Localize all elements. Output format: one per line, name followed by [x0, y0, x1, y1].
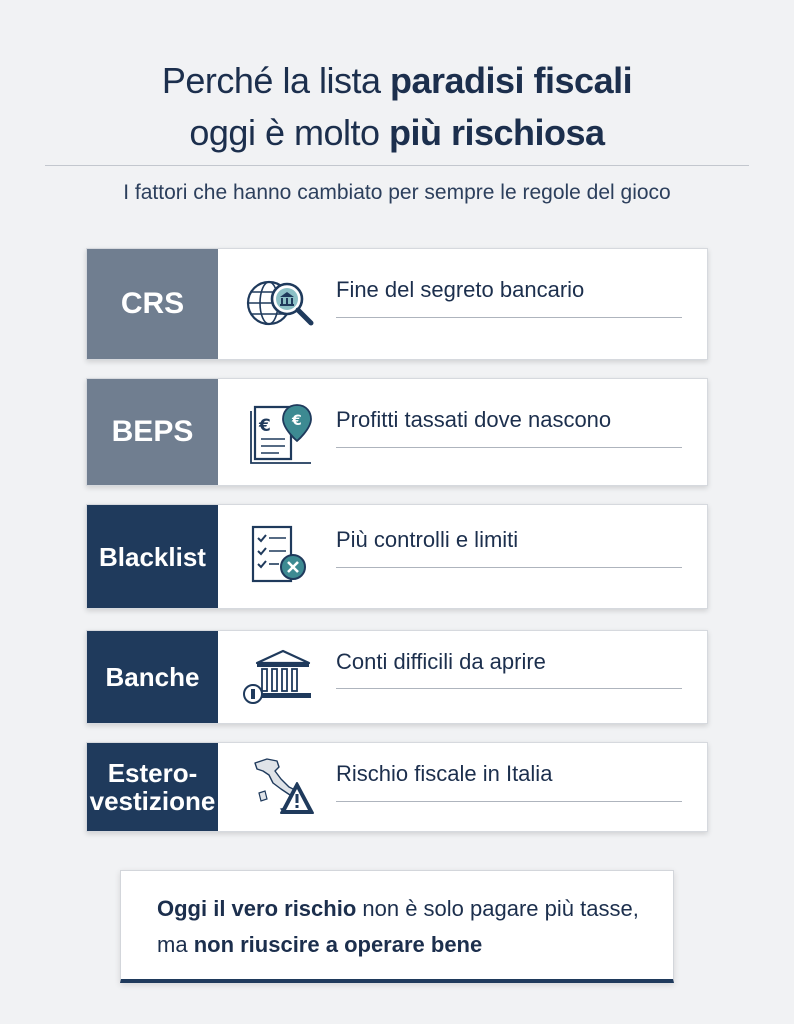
factor-card-esterovestizione: [86, 742, 708, 832]
factor-tag-beps: BEPS: [87, 379, 218, 485]
factor-card-blacklist: [86, 504, 708, 609]
italy-map-warning-icon: [241, 753, 323, 823]
globe-bank-magnifier-icon: [241, 269, 323, 339]
label-underline: [336, 447, 682, 448]
factor-label-beps: Profitti tassati dove nascono: [336, 407, 612, 432]
title-divider: [45, 165, 749, 166]
conclusion-box: [120, 870, 674, 983]
checklist-blocked-icon: [241, 521, 323, 591]
label-underline: [336, 688, 682, 689]
factor-label-esterovestizione: Rischio fiscale in Italia: [336, 761, 553, 786]
factor-tag-crs: CRS: [87, 249, 218, 359]
label-underline: [336, 567, 682, 568]
title-line-1: Perché la lista paradisi fiscali: [161, 60, 633, 101]
factor-tag-banche: Banche: [87, 631, 218, 723]
svg-text:€: €: [292, 413, 302, 429]
factor-label-crs: Fine del segreto bancario: [336, 277, 585, 302]
subtitle: I fattori che hanno cambiato per sempre le regole del gioco: [123, 181, 671, 204]
factor-tag-esterovestizione: Estero- vestizione: [87, 743, 218, 831]
bank-building-icon: [241, 643, 323, 713]
factor-label-blacklist: Più controlli e limiti: [336, 527, 519, 552]
factor-card-banche: [86, 630, 708, 724]
label-underline: [336, 801, 682, 802]
label-underline: [336, 317, 682, 318]
factor-label-banche: Conti difficili da aprire: [336, 649, 546, 674]
conclusion-text: Oggi il vero rischio non è solo pagare più tasse, ma non riuscire a operare bene: [157, 896, 639, 957]
svg-text:€: €: [259, 416, 271, 436]
euro-document-location-icon: [241, 399, 323, 469]
factor-card-beps: [86, 378, 708, 486]
factor-tag-blacklist: Blacklist: [87, 505, 218, 608]
page-title: [0, 55, 794, 159]
factor-card-crs: [86, 248, 708, 360]
title-line-2: oggi è molto più rischiosa: [189, 112, 605, 153]
